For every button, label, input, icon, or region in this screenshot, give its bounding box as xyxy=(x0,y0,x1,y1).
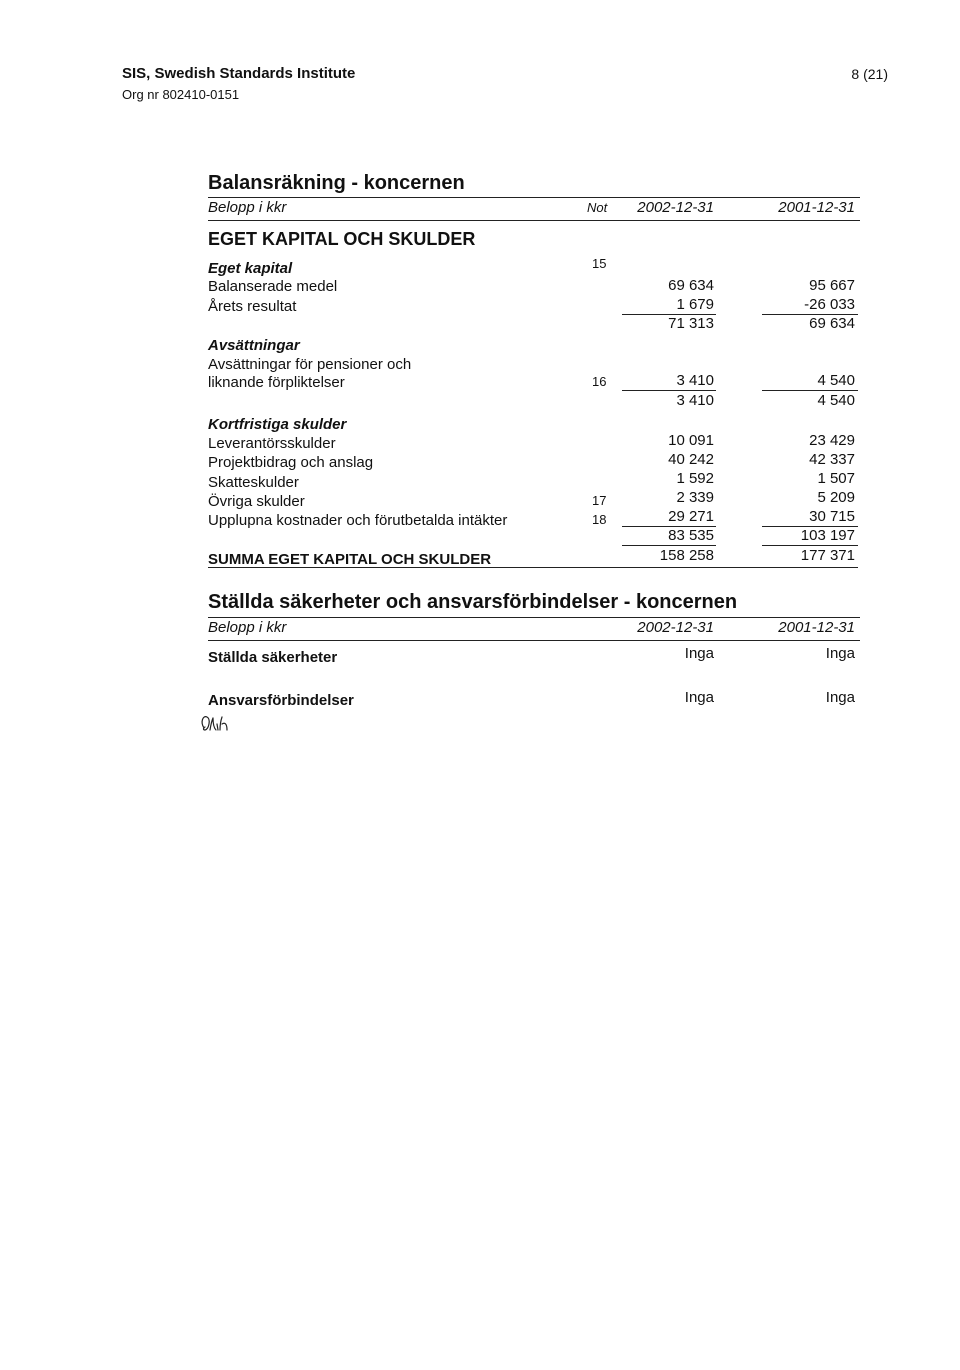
pledged-title: Ställda säkerheter och ansvarsförbindelser - koncernen xyxy=(208,591,738,613)
column-not: Not xyxy=(587,200,608,215)
page-number: 8 (21) xyxy=(851,66,888,82)
subtotal-2002: 83 535 xyxy=(668,527,714,544)
value-2001: 23 429 xyxy=(809,432,855,449)
value-2001: 4 540 xyxy=(817,372,855,389)
value-2001: 30 715 xyxy=(809,508,855,525)
column-label: Belopp i kkr xyxy=(208,199,287,216)
org-number: Org nr 802410-0151 xyxy=(122,87,240,102)
section-heading: EGET KAPITAL OCH SKULDER xyxy=(208,229,476,249)
value-2001: -26 033 xyxy=(804,296,855,313)
value-2002: 40 242 xyxy=(668,451,714,468)
row-label: Balanserade medel xyxy=(208,278,338,295)
subtotal-2001: 103 197 xyxy=(800,527,855,544)
kortfristiga-heading: Kortfristiga skulder xyxy=(208,416,347,433)
column-2002: 2002-12-31 xyxy=(637,619,714,636)
column-2001: 2001-12-31 xyxy=(778,619,855,636)
subtotal-2001: 69 634 xyxy=(809,315,855,332)
row-label: Upplupna kostnader och förutbetalda intäkter xyxy=(208,512,508,529)
column-rule xyxy=(208,220,860,221)
eget-kapital-heading: Eget kapital xyxy=(208,260,293,277)
row-label: Leverantörsskulder xyxy=(208,435,336,452)
summa-label: SUMMA EGET KAPITAL OCH SKULDER xyxy=(208,551,492,568)
total-rule xyxy=(622,545,716,546)
column-2002: 2002-12-31 xyxy=(637,199,714,216)
row-label: Övriga skulder xyxy=(208,493,305,510)
subtotal-rule xyxy=(622,390,716,391)
value-2002: Inga xyxy=(684,689,714,706)
value-2002: 29 271 xyxy=(668,508,714,525)
value-2001: 42 337 xyxy=(809,451,855,468)
column-2001: 2001-12-31 xyxy=(778,199,855,216)
subtotal-2001: 4 540 xyxy=(817,392,855,409)
row-label: Avsättningar för pensioner och xyxy=(208,356,412,373)
subtotal-2002: 71 313 xyxy=(668,315,714,332)
not-15: 15 xyxy=(592,256,607,271)
value-2002: 10 091 xyxy=(668,432,714,449)
not-16: 16 xyxy=(592,374,607,389)
summa-2002: 158 258 xyxy=(659,547,714,564)
value-2002: Inga xyxy=(684,645,714,662)
value-2002: 69 634 xyxy=(668,277,714,294)
summa-rule xyxy=(208,567,858,568)
organization-name: SIS, Swedish Standards Institute xyxy=(122,65,356,82)
balance-title: Balansräkning - koncernen xyxy=(208,172,465,194)
title-rule xyxy=(208,197,860,198)
value-2001: 5 209 xyxy=(817,489,855,506)
value-2001: 1 507 xyxy=(817,470,855,487)
subtotal-2002: 3 410 xyxy=(676,392,714,409)
not-18: 18 xyxy=(592,512,607,527)
row-label: Ställda säkerheter xyxy=(208,649,338,666)
total-rule xyxy=(762,545,858,546)
column-rule xyxy=(208,640,860,641)
value-2002: 2 339 xyxy=(676,489,714,506)
not-17: 17 xyxy=(592,493,607,508)
value-2002: 3 410 xyxy=(676,372,714,389)
row-label: Ansvarsförbindelser xyxy=(208,692,354,709)
value-2001: Inga xyxy=(825,645,855,662)
value-2001: 95 667 xyxy=(809,277,855,294)
value-2002: 1 679 xyxy=(676,296,714,313)
row-label: Skatteskulder xyxy=(208,474,299,491)
pledged-title-rule xyxy=(208,617,860,618)
avsattningar-heading: Avsättningar xyxy=(208,337,300,354)
row-label: Projektbidrag och anslag xyxy=(208,454,374,471)
value-2002: 1 592 xyxy=(676,470,714,487)
summa-2001: 177 371 xyxy=(800,547,855,564)
signature-mark xyxy=(198,712,238,736)
value-2001: Inga xyxy=(825,689,855,706)
row-label: liknande förpliktelser xyxy=(208,374,345,391)
column-label: Belopp i kkr xyxy=(208,619,287,636)
row-label: Årets resultat xyxy=(208,298,297,315)
subtotal-rule xyxy=(762,390,858,391)
